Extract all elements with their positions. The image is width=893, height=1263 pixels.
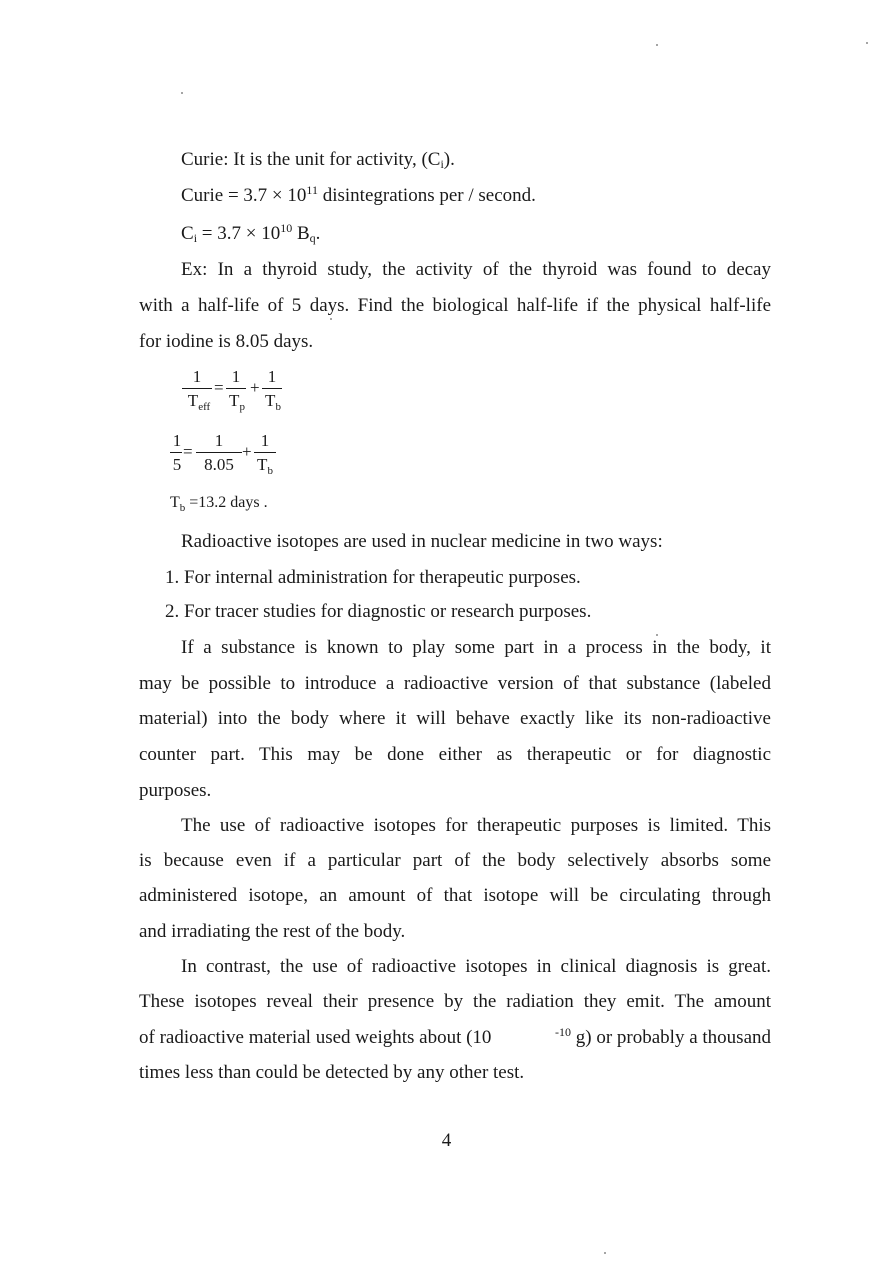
eq1-denominator-1: $T_{eff}$	[187, 391, 211, 413]
scan-speck	[656, 634, 658, 636]
paragraph-2-line-4: and irradiating the rest of the body.	[139, 921, 406, 942]
biological-half-life-result: $T_b =13.2$ days .	[170, 494, 268, 514]
eq1-denominator-2: $T_p$	[229, 391, 245, 413]
radioactive-isotopes-intro: Radioactive isotopes are used in nuclear medicine in two ways:	[181, 531, 663, 552]
eq2-numerator-2: 1	[214, 431, 224, 450]
paragraph-1-line-4: counter part. This may be done either as therapeutic or for diagnostic	[139, 744, 771, 765]
paragraph-1-line-1: If a substance is known to play some part in a process in the body, it	[181, 637, 771, 658]
paragraph-3-line-4: times less than could be detected by any other test.	[139, 1062, 525, 1083]
eq2-plus: +	[242, 442, 252, 461]
eq1-fraction-bar-2	[226, 388, 246, 389]
eq2-fraction-bar-3	[254, 452, 276, 453]
scan-speck	[330, 318, 332, 320]
eq1-numerator-2: 1	[231, 367, 241, 386]
eq1-plus: +	[250, 378, 260, 397]
paragraph-1-line-3: material) into the body where it will behave exactly like its non-radioactive	[139, 708, 771, 729]
paragraph-2-line-2: is because even if a particular part of the body selectively absorbs some	[139, 850, 771, 871]
scan-speck	[604, 1252, 606, 1254]
eq2-fraction-bar-2	[196, 452, 242, 453]
eq1-fraction-bar-1	[182, 388, 212, 389]
example-line-2: with a half-life of 5 days. Find the biological half-life if the physical half-life	[139, 295, 771, 316]
example-line-3: for iodine is 8.05 days.	[139, 331, 314, 352]
eq2-fraction-bar-1	[170, 452, 182, 453]
eq2-denominator-1: 5	[172, 455, 182, 474]
eq1-equals: =	[214, 378, 224, 397]
scan-speck	[181, 92, 183, 94]
ci-equation: $C_i = 3.7 \times 10^{10}$ $B_q$.	[181, 221, 321, 245]
paragraph-1-line-5: purposes.	[139, 780, 212, 801]
scan-speck	[866, 42, 868, 44]
page-number: 4	[441, 1130, 452, 1151]
paragraph-2-line-3: administered isotope, an amount of that isotope will be circulating through	[139, 885, 771, 906]
curie-definition: Curie: It is the unit for activity, $(C_i)$.	[181, 149, 455, 171]
eq2-equals: =	[183, 442, 193, 461]
eq1-numerator-3: 1	[267, 367, 277, 386]
paragraph-3-line-1: In contrast, the use of radioactive isotopes in clinical diagnosis is great.	[181, 956, 771, 977]
example-line-1: Ex: In a thyroid study, the activity of the thyroid was found to decay	[181, 259, 771, 280]
list-item-2: 2. For tracer studies for diagnostic or research purposes.	[165, 601, 592, 622]
list-item-1: 1. For internal administration for therapeutic purposes.	[165, 567, 581, 588]
paragraph-3-line-3: of radioactive material used weights about (10 $^{-10}$ g) or probably a thousand	[139, 1025, 771, 1048]
eq1-fraction-bar-3	[262, 388, 282, 389]
paragraph-1-line-2: may be possible to introduce a radioactive version of that substance (labeled	[139, 673, 771, 694]
scan-speck	[656, 44, 658, 46]
eq1-denominator-3: $T_b$	[265, 391, 281, 413]
eq2-numerator-1: 1	[172, 431, 182, 450]
eq2-denominator-3: $T_b$	[257, 455, 273, 477]
paragraph-3-line-2: These isotopes reveal their presence by the radiation they emit. The amount	[139, 991, 771, 1012]
eq2-denominator-2: 8.05	[204, 455, 234, 474]
eq1-numerator-1: 1	[192, 367, 202, 386]
eq2-numerator-3: 1	[260, 431, 270, 450]
curie-equation: Curie = $3.7 \times 10^{11}$ disintegrations per / second.	[181, 183, 536, 206]
paragraph-2-line-1: The use of radioactive isotopes for therapeutic purposes is limited. This	[181, 815, 771, 836]
